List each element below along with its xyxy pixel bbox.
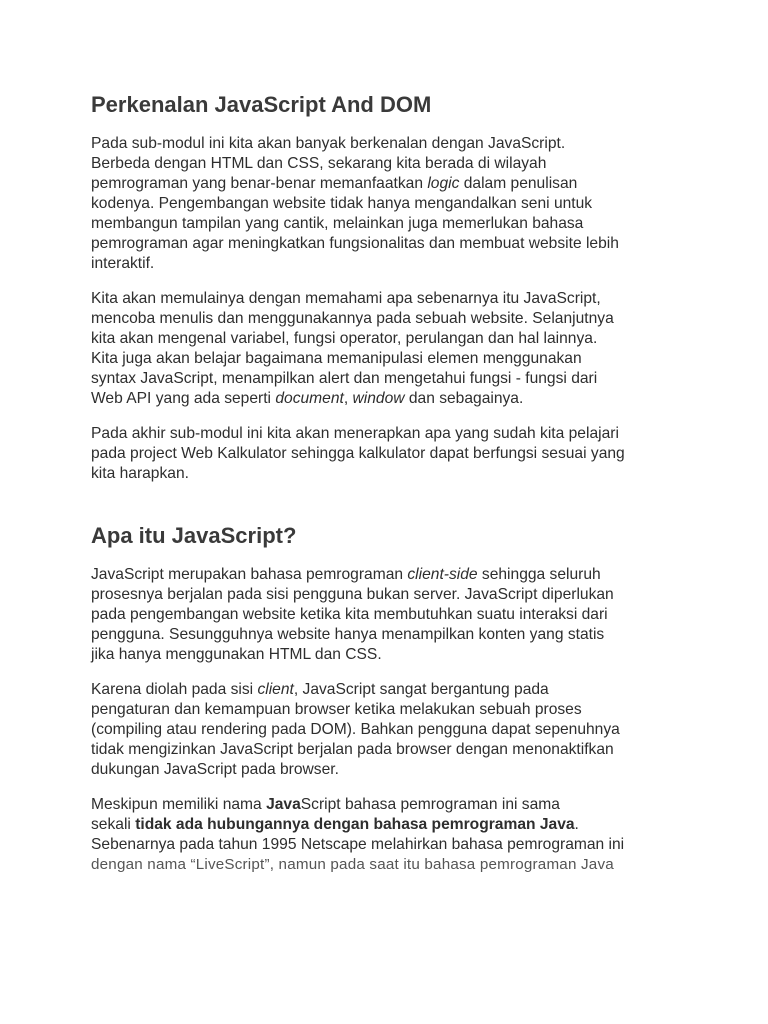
text-run: Karena diolah pada sisi	[91, 681, 258, 698]
italic-term-client: client	[257, 681, 294, 698]
section-heading-perkenalan: Perkenalan JavaScript And DOM	[91, 92, 432, 117]
text-run: Meskipun memiliki nama	[91, 796, 267, 813]
paragraph-project: Pada akhir sub-modul ini kita akan menerapkan apa yang sudah kita pelajari pada project Web Kalkulator sehingga kalkulator dapat berfungsi sesuai yang kita harapkan.	[91, 425, 625, 482]
text-run: , JavaScript sangat bergantung pada pengaturan dan kemampuan browser ketika melakukan sebuah proses (compiling atau rendering pada DOM). Bahkan pengguna dapat sepenuhnya tidak mengizinkan JavaScript berjalan pada browser dengan menonaktifkan dukungan JavaScript pada browser.	[91, 681, 620, 778]
paragraph-browser	[91, 680, 691, 780]
italic-term-window: window	[352, 390, 405, 407]
text-run: dan sebagainya.	[404, 390, 524, 407]
italic-term-logic: logic	[427, 175, 460, 192]
text-run: Kita akan memulainya dengan memahami apa sebenarnya itu JavaScript, mencoba menulis dan menggunakannya pada sebuah website. Selanjutnya kita akan mengenal variabel, fungsi operator, perulangan dan hal lainnya. Kita juga akan belajar bagaimana memanipulasi elemen menggunakan syntax JavaScript, menampilkan alert dan mengetahui fungsi - fungsi dari Web API yang ada seperti	[91, 290, 614, 407]
paragraph-java-relation	[91, 795, 691, 875]
bold-term-java: Java	[266, 796, 301, 813]
paragraph-overview	[91, 289, 691, 409]
italic-term-client-side: client-side	[407, 566, 478, 583]
text-run: Script bahasa pemrograman ini sama sekali	[91, 796, 560, 833]
section-heading-apa-itu-javascript: Apa itu JavaScript?	[91, 523, 297, 548]
text-run: JavaScript merupakan bahasa pemrograman	[91, 566, 408, 583]
text-run: Pada sub-modul ini kita akan banyak berkenalan dengan JavaScript. Berbeda dengan HTML dan CSS, sekarang kita berada di wilayah pemrograman yang benar-benar memanfaatkan	[91, 135, 566, 192]
italic-term-document: document	[275, 390, 344, 407]
text-run: ,	[343, 390, 353, 407]
bold-phrase-no-relation: tidak ada hubungannya dengan bahasa pemrograman Java	[135, 816, 575, 833]
text-run: dalam penulisan kodenya. Pengembangan website tidak hanya mengandalkan seni untuk membangun tampilan yang cantik, melainkan juga memerlukan bahasa pemrograman agar meningkatkan fungsionalitas dan membuat website lebih interaktif.	[91, 175, 619, 272]
paragraph-intro	[91, 134, 691, 274]
text-run: . Sebenarnya pada tahun 1995 Netscape melahirkan bahasa pemrograman ini	[91, 816, 625, 853]
document-page	[91, 90, 691, 875]
text-run: sehingga seluruh prosesnya berjalan pada sisi pengguna bukan server. JavaScript diperlukan pada pengembangan website ketika kita membutuhkan suatu interaksi dari pengguna. Sesungguhnya website hanya menampilkan konten yang statis jika hanya menggunakan HTML dan CSS.	[91, 566, 614, 663]
paragraph-client-side	[91, 565, 691, 665]
faded-text-line: dengan nama “LiveScript”, namun pada saat itu bahasa pemrograman Java	[91, 856, 614, 873]
